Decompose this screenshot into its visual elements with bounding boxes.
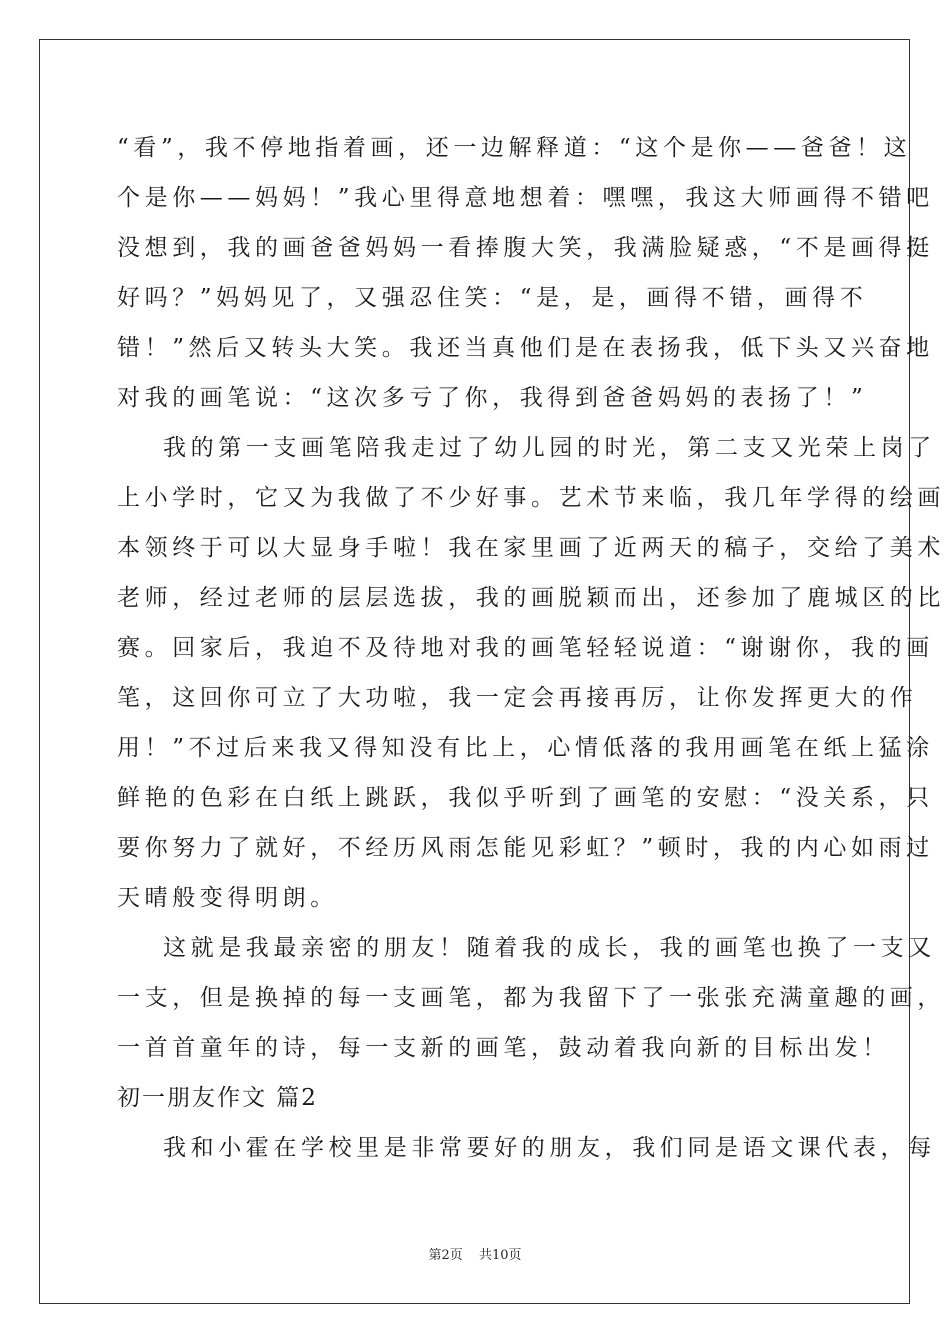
- paragraph-start-line: 我的第一支画笔陪我走过了幼儿园的时光，第二支又光荣上岗了: [163, 435, 936, 461]
- text-line: 鲜艳的色彩在白纸上跳跃，我似乎听到了画笔的安慰：“没关系，只: [117, 785, 934, 811]
- text-line: 好吗？”妈妈见了，又强忍住笑：“是，是，画得不错，画得不: [117, 285, 868, 311]
- page-footer: [0, 1247, 950, 1265]
- text-line: 本领终于可以大显身手啦！我在家里画了近两天的稿子，交给了美术: [117, 535, 945, 561]
- text-line: 天晴般变得明朗。: [117, 885, 338, 911]
- text-line: 一支，但是换掉的每一支画笔，都为我留下了一张张充满童趣的画，: [117, 985, 945, 1011]
- text-line: 一首首童年的诗，每一支新的画笔，鼓动着我向新的目标出发！: [117, 1035, 890, 1061]
- section-heading: 初一朋友作文 篇2: [117, 1085, 318, 1111]
- text-line: 老师，经过老师的层层选拔，我的画脱颖而出，还参加了鹿城区的比: [117, 585, 945, 611]
- page-number: 第2页: [428, 1248, 463, 1263]
- text-line: “看”，我不停地指着画，还一边解释道：“这个是你——爸爸！这: [117, 135, 912, 161]
- paragraph-start-line: 我和小霍在学校里是非常要好的朋友，我们同是语文课代表，每: [163, 1135, 936, 1161]
- text-line: 用！”不过后来我又得知没有比上，心情低落的我用画笔在纸上猛涂: [117, 735, 934, 761]
- paragraph-start-line: 这就是我最亲密的朋友！随着我的成长，我的画笔也换了一支又: [163, 935, 936, 961]
- text-line: 个是你——妈妈！”我心里得意地想着：嘿嘿，我这大师画得不错吧: [117, 185, 934, 211]
- text-line: 对我的画笔说：“这次多亏了你，我得到爸爸妈妈的表扬了！”: [117, 385, 868, 411]
- text-line: 错！”然后又转头大笑。我还当真他们是在表扬我，低下头又兴奋地: [117, 335, 934, 361]
- page-total: 共10页: [478, 1248, 522, 1263]
- text-line: 赛。回家后，我迫不及待地对我的画笔轻轻说道：“谢谢你，我的画: [117, 635, 934, 661]
- text-line: 要你努力了就好，不经历风雨怎能见彩虹？”顿时，我的内心如雨过: [117, 835, 934, 861]
- text-line: 没想到，我的画爸爸妈妈一看捧腹大笑，我满脸疑惑，“不是画得挺: [117, 235, 934, 261]
- text-line: 上小学时，它又为我做了不少好事。艺术节来临，我几年学得的绘画: [117, 485, 945, 511]
- text-line: 笔，这回你可立了大功啦，我一定会再接再厉，让你发挥更大的作: [117, 685, 918, 711]
- page-border: [39, 39, 945, 1304]
